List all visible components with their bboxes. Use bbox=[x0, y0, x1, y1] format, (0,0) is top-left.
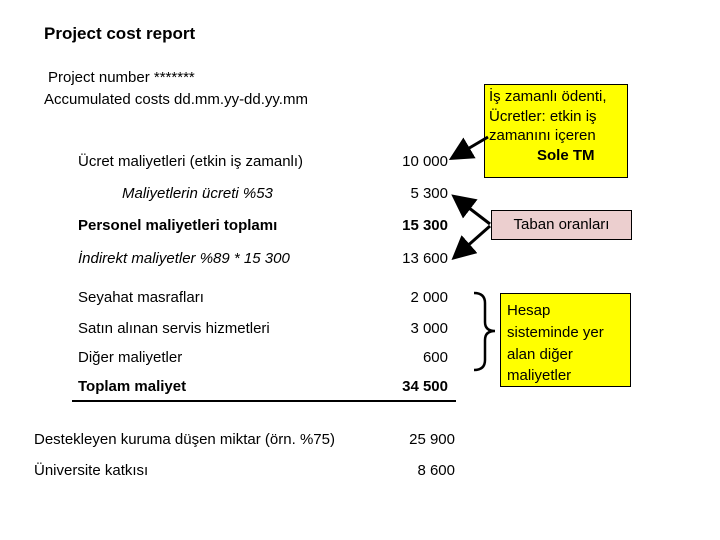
row-label-indirect-costs: İndirekt maliyetler %89 * 15 300 bbox=[78, 250, 290, 267]
row-label-travel: Seyahat masrafları bbox=[78, 289, 204, 306]
row-value-purchased-services: 3 000 bbox=[410, 320, 448, 337]
callout-other-costs-line1: Hesap bbox=[507, 302, 551, 319]
row-value-cost-of-wages: 5 300 bbox=[410, 185, 448, 202]
row-label-wage-costs: Ücret maliyetleri (etkin iş zamanlı) bbox=[78, 153, 304, 170]
row-value-total-cost: 34 500 bbox=[402, 378, 448, 395]
arrow-base-rates-lower bbox=[456, 226, 490, 256]
row-value-university-contribution: 8 600 bbox=[417, 462, 455, 479]
callout-part-time-line4: Sole TM bbox=[537, 146, 595, 164]
row-value-personnel-total: 15 300 bbox=[402, 217, 448, 234]
callout-other-costs-line4: maliyetler bbox=[507, 367, 572, 385]
row-value-sponsor-share: 25 900 bbox=[409, 431, 455, 448]
callout-part-time-line3: zamanını içeren bbox=[489, 127, 596, 144]
callout-other-costs-line2: sisteminde yer bbox=[507, 323, 604, 341]
callout-part-time-line1: İş zamanlı ödenti, bbox=[489, 88, 607, 105]
row-label-purchased-services: Satın alınan servis hizmetleri bbox=[78, 320, 270, 337]
arrow-base-rates-upper bbox=[456, 198, 490, 224]
row-value-wage-costs: 10 000 bbox=[402, 153, 448, 170]
report-title: Project cost report bbox=[44, 24, 196, 43]
callout-part-time-line2: Ücretler: etkin iş bbox=[489, 107, 597, 125]
callout-base-rates: Taban oranları bbox=[491, 210, 632, 240]
callout-other-costs-line3: alan diğer bbox=[507, 345, 573, 363]
row-label-sponsor-share: Destekleyen kuruma düşen miktar (örn. %75) bbox=[34, 431, 335, 448]
accumulated-costs: Accumulated costs dd.mm.yy-dd.yy.mm bbox=[44, 91, 308, 108]
row-value-indirect-costs: 13 600 bbox=[402, 250, 448, 267]
project-number: Project number ******* bbox=[48, 69, 195, 86]
row-label-university-contribution: Üniversite katkısı bbox=[34, 462, 149, 479]
row-label-cost-of-wages: Maliyetlerin ücreti %53 bbox=[122, 185, 273, 202]
row-label-total-cost: Toplam maliyet bbox=[78, 378, 187, 395]
row-label-other-costs: Diğer maliyetler bbox=[78, 349, 183, 366]
arrow-part-time bbox=[454, 137, 488, 157]
brace-other-costs bbox=[474, 293, 495, 370]
row-label-personnel-total: Personel maliyetleri toplamı bbox=[78, 217, 278, 234]
row-value-other-costs: 600 bbox=[422, 349, 448, 366]
row-value-travel: 2 000 bbox=[410, 289, 448, 306]
